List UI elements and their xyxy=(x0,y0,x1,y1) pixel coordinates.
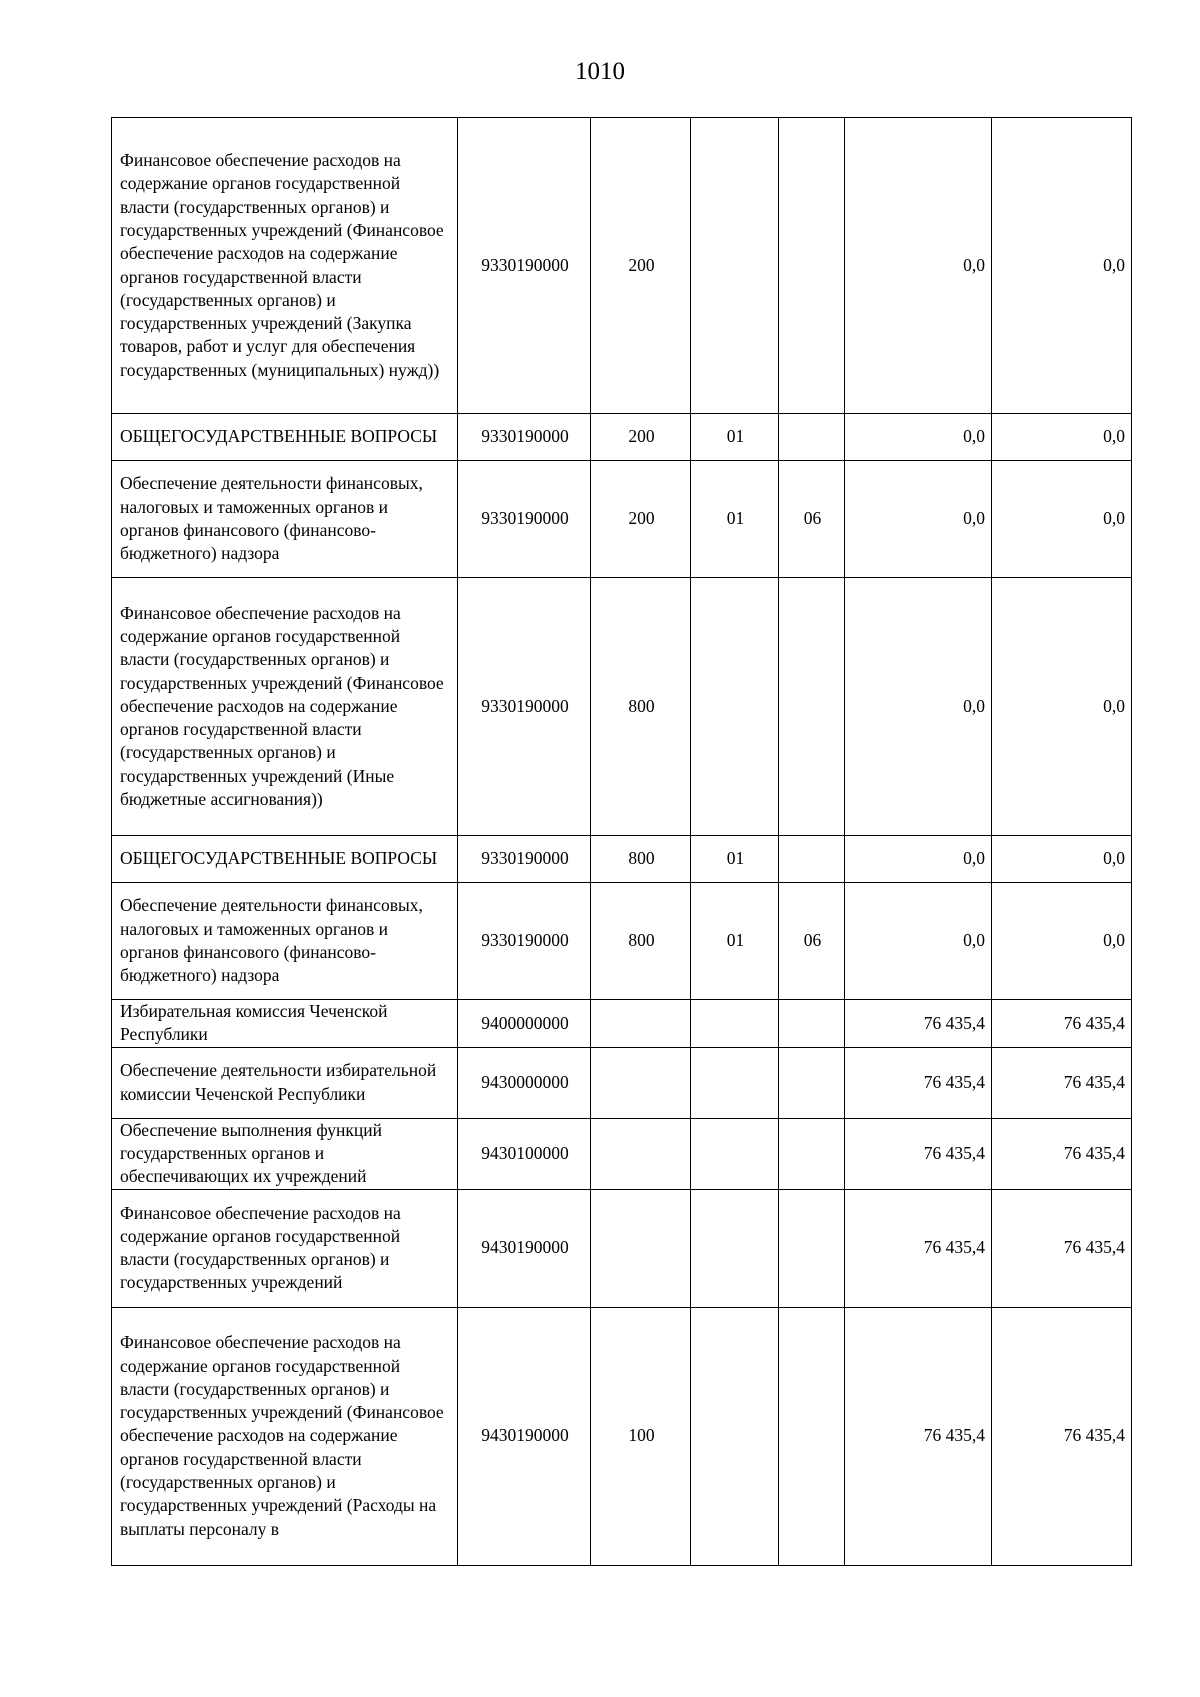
table-row xyxy=(112,414,1132,461)
budget-table xyxy=(111,117,1132,1566)
expense-type-cell xyxy=(591,1189,691,1307)
expense-type-cell: 100 xyxy=(591,1307,691,1565)
subsection-cell xyxy=(779,414,845,461)
amount-cell-1: 0,0 xyxy=(845,461,992,578)
expense-type-cell xyxy=(591,1000,691,1048)
amount-cell-1: 0,0 xyxy=(845,118,992,414)
row-name-cell: Финансовое обеспечение расходов на содержание органов государственной власти (государственных органов) и государственных учреждений (Финансовое обеспечение расходов на содержание органов государственной власти (государственных органов) и государственных учреждений (Расходы на выплаты персоналу в xyxy=(112,1307,458,1565)
amount-cell-2: 0,0 xyxy=(992,118,1132,414)
amount-cell-1: 76 435,4 xyxy=(845,1118,992,1189)
target-article-code-cell: 9430100000 xyxy=(458,1118,591,1189)
section-cell xyxy=(691,1000,779,1048)
expense-type-cell: 800 xyxy=(591,836,691,883)
section-cell xyxy=(691,578,779,836)
amount-cell-2: 0,0 xyxy=(992,461,1132,578)
page-number: 1010 xyxy=(575,58,625,85)
amount-cell-2: 76 435,4 xyxy=(992,1000,1132,1048)
section-cell: 01 xyxy=(691,414,779,461)
table-row xyxy=(112,836,1132,883)
subsection-cell: 06 xyxy=(779,883,845,1000)
row-name-cell: Финансовое обеспечение расходов на содержание органов государственной власти (государственных органов) и государственных учреждений (Финансовое обеспечение расходов на содержание органов государственной власти (государственных органов) и государственных учреждений (Иные бюджетные ассигнования)) xyxy=(112,578,458,836)
section-cell: 01 xyxy=(691,883,779,1000)
amount-cell-1: 0,0 xyxy=(845,836,992,883)
amount-cell-2: 76 435,4 xyxy=(992,1047,1132,1118)
expense-type-cell: 200 xyxy=(591,118,691,414)
row-name-cell: Обеспечение деятельности финансовых, налоговых и таможенных органов и органов финансового (финансово-бюджетного) надзора xyxy=(112,461,458,578)
target-article-code-cell: 9330190000 xyxy=(458,118,591,414)
row-name-cell: ОБЩЕГОСУДАРСТВЕННЫЕ ВОПРОСЫ xyxy=(112,414,458,461)
expense-type-cell xyxy=(591,1118,691,1189)
subsection-cell xyxy=(779,836,845,883)
table-row xyxy=(112,118,1132,414)
table-row xyxy=(112,1307,1132,1565)
expense-type-cell: 800 xyxy=(591,883,691,1000)
expense-type-cell: 800 xyxy=(591,578,691,836)
section-cell xyxy=(691,1047,779,1118)
section-cell xyxy=(691,1189,779,1307)
table-row xyxy=(112,883,1132,1000)
row-name-cell: Обеспечение деятельности избирательной комиссии Чеченской Республики xyxy=(112,1047,458,1118)
target-article-code-cell: 9330190000 xyxy=(458,414,591,461)
section-cell: 01 xyxy=(691,461,779,578)
amount-cell-2: 76 435,4 xyxy=(992,1307,1132,1565)
row-name-cell: Обеспечение выполнения функций государственных органов и обеспечивающих их учреждений xyxy=(112,1118,458,1189)
row-name-cell: Финансовое обеспечение расходов на содержание органов государственной власти (государственных органов) и государственных учреждений xyxy=(112,1189,458,1307)
amount-cell-2: 0,0 xyxy=(992,836,1132,883)
row-name-cell: Обеспечение деятельности финансовых, налоговых и таможенных органов и органов финансового (финансово-бюджетного) надзора xyxy=(112,883,458,1000)
subsection-cell xyxy=(779,118,845,414)
target-article-code-cell: 9330190000 xyxy=(458,578,591,836)
amount-cell-1: 76 435,4 xyxy=(845,1000,992,1048)
row-name-cell: Финансовое обеспечение расходов на содержание органов государственной власти (государственных органов) и государственных учреждений (Финансовое обеспечение расходов на содержание органов государственной власти (государственных органов) и государственных учреждений (Закупка товаров, работ и услуг для обеспечения государственных (муниципальных) нужд)) xyxy=(112,118,458,414)
subsection-cell xyxy=(779,578,845,836)
amount-cell-1: 76 435,4 xyxy=(845,1189,992,1307)
subsection-cell xyxy=(779,1118,845,1189)
target-article-code-cell: 9330190000 xyxy=(458,461,591,578)
expense-type-cell: 200 xyxy=(591,461,691,578)
subsection-cell xyxy=(779,1000,845,1048)
subsection-cell xyxy=(779,1047,845,1118)
section-cell: 01 xyxy=(691,836,779,883)
section-cell xyxy=(691,1118,779,1189)
amount-cell-2: 0,0 xyxy=(992,414,1132,461)
table-row xyxy=(112,1047,1132,1118)
amount-cell-2: 0,0 xyxy=(992,578,1132,836)
row-name-cell: ОБЩЕГОСУДАРСТВЕННЫЕ ВОПРОСЫ xyxy=(112,836,458,883)
amount-cell-1: 76 435,4 xyxy=(845,1307,992,1565)
amount-cell-2: 0,0 xyxy=(992,883,1132,1000)
amount-cell-1: 76 435,4 xyxy=(845,1047,992,1118)
amount-cell-2: 76 435,4 xyxy=(992,1189,1132,1307)
amount-cell-1: 0,0 xyxy=(845,883,992,1000)
table-row xyxy=(112,578,1132,836)
table-row xyxy=(112,461,1132,578)
amount-cell-2: 76 435,4 xyxy=(992,1118,1132,1189)
section-cell xyxy=(691,118,779,414)
target-article-code-cell: 9400000000 xyxy=(458,1000,591,1048)
section-cell xyxy=(691,1307,779,1565)
target-article-code-cell: 9330190000 xyxy=(458,883,591,1000)
table-row xyxy=(112,1000,1132,1048)
subsection-cell xyxy=(779,1189,845,1307)
table-row xyxy=(112,1118,1132,1189)
target-article-code-cell: 9430190000 xyxy=(458,1307,591,1565)
expense-type-cell xyxy=(591,1047,691,1118)
subsection-cell: 06 xyxy=(779,461,845,578)
subsection-cell xyxy=(779,1307,845,1565)
target-article-code-cell: 9330190000 xyxy=(458,836,591,883)
target-article-code-cell: 9430000000 xyxy=(458,1047,591,1118)
target-article-code-cell: 9430190000 xyxy=(458,1189,591,1307)
expense-type-cell: 200 xyxy=(591,414,691,461)
amount-cell-1: 0,0 xyxy=(845,578,992,836)
table-row xyxy=(112,1189,1132,1307)
row-name-cell: Избирательная комиссия Чеченской Республики xyxy=(112,1000,458,1048)
amount-cell-1: 0,0 xyxy=(845,414,992,461)
